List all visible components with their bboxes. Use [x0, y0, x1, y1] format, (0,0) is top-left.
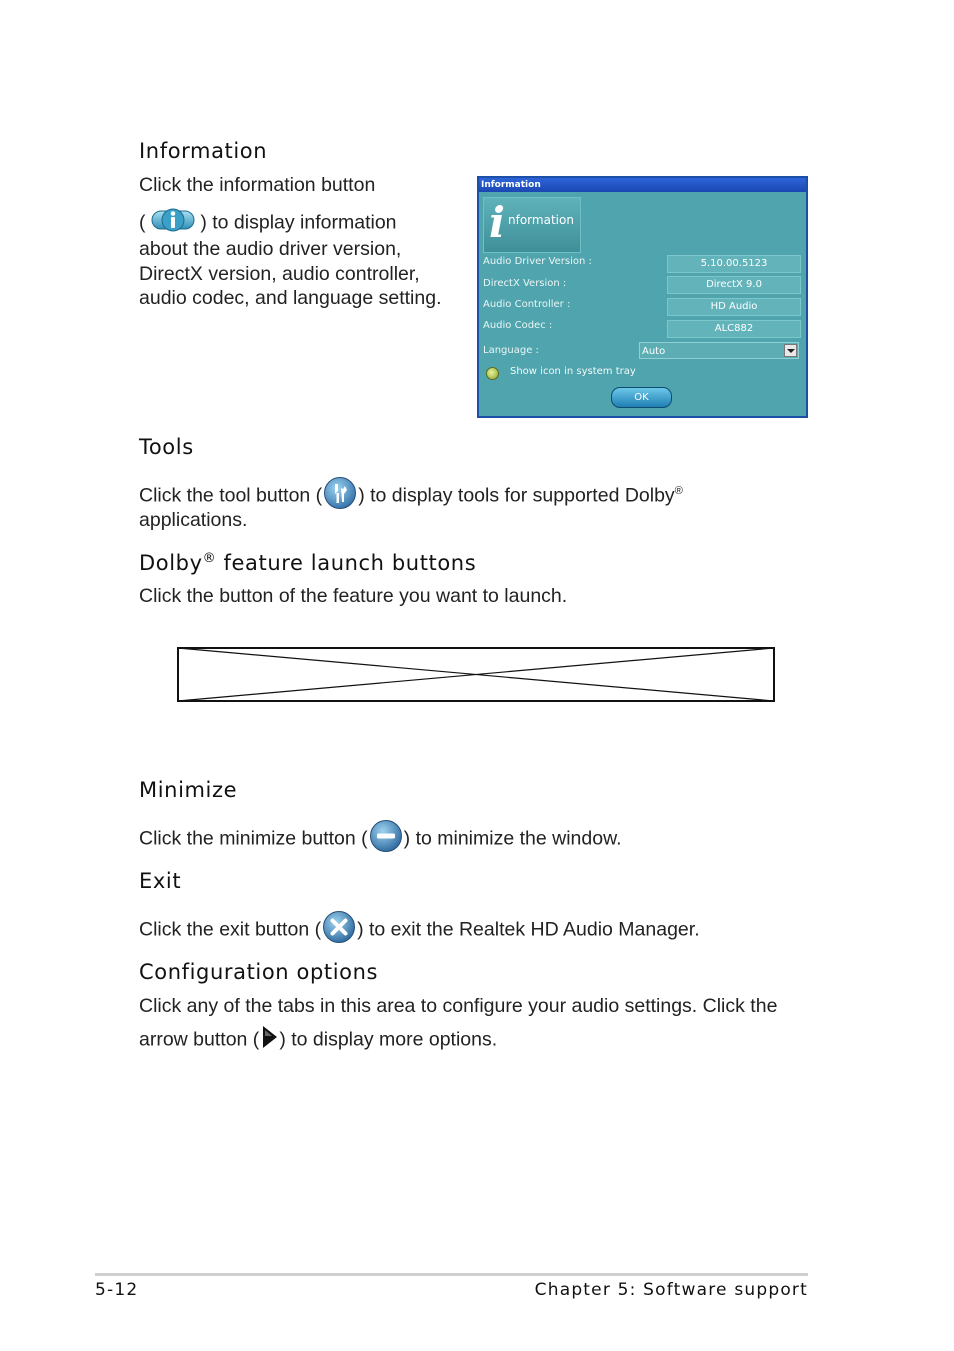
information-heading: Information: [139, 139, 268, 163]
image-placeholder: [177, 647, 775, 707]
exit-text: [139, 910, 700, 951]
exit-text-after: ) to exit the Realtek HD Audio Manager.: [357, 918, 700, 941]
directx-value: DirectX 9.0: [667, 276, 801, 294]
exit-text-before: Click the exit button (: [139, 918, 322, 941]
information-text-3: about the audio driver version,: [139, 238, 402, 260]
dolby-text: Click the button of the feature you want to launch.: [139, 585, 568, 607]
ok-button[interactable]: OK: [611, 387, 672, 408]
language-label: Language :: [483, 345, 539, 356]
information-dialog: [477, 176, 808, 418]
tools-text-before: Click the tool button (: [139, 484, 323, 507]
audio-driver-label: Audio Driver Version :: [483, 256, 592, 267]
audio-controller-label: Audio Controller :: [483, 299, 571, 310]
logo-i: i: [489, 198, 505, 247]
minimize-text-before: Click the minimize button (: [139, 827, 368, 850]
exit-heading: Exit: [139, 869, 182, 893]
language-value: Auto: [642, 346, 666, 357]
audio-driver-value: 5.10.00.5123: [667, 255, 801, 273]
tools-heading: Tools: [139, 435, 194, 459]
config-text-1: Click any of the tabs in this area to configure your audio settings. Click the: [139, 995, 778, 1017]
audio-codec-label: Audio Codec :: [483, 320, 553, 331]
minimize-text: [139, 819, 622, 860]
chapter-title: Chapter 5: Software support: [534, 1280, 808, 1300]
audio-controller-value: HD Audio: [667, 298, 801, 316]
information-text-4: DirectX version, audio controller,: [139, 263, 420, 285]
information-text-1: Click the information button: [139, 174, 376, 196]
page-number: 5-12: [95, 1280, 139, 1300]
information-paren-open: (: [139, 211, 151, 234]
tool-button-icon: [322, 476, 358, 517]
directx-label: DirectX Version :: [483, 278, 567, 289]
tools-text-2: applications.: [139, 509, 248, 531]
dolby-heading-reg: ®: [202, 551, 217, 566]
chevron-down-icon[interactable]: [784, 344, 797, 357]
information-text-2: [139, 206, 397, 241]
config-text-before: arrow button (: [139, 1028, 260, 1051]
minimize-heading: Minimize: [139, 778, 238, 802]
dolby-heading-b: feature launch buttons: [216, 551, 477, 575]
config-heading: Configuration options: [139, 960, 379, 984]
tools-text-after: ) to display tools for supported Dolby: [358, 484, 675, 507]
footer-rule: [95, 1273, 808, 1276]
information-paren-close: ) to display information: [194, 211, 397, 234]
show-tray-label: Show icon in system tray: [510, 366, 636, 377]
exit-button-icon: [321, 910, 357, 951]
information-text-5: audio codec, and language setting.: [139, 287, 442, 309]
show-tray-radio[interactable]: [486, 367, 499, 380]
arrow-button-icon: [259, 1024, 279, 1057]
logo-text: nformation: [508, 213, 574, 227]
minimize-text-after: ) to minimize the window.: [403, 827, 622, 850]
information-logo: [483, 197, 581, 253]
minimize-button-icon: [368, 819, 404, 860]
dolby-heading: [139, 551, 476, 575]
dialog-title: Information: [479, 178, 806, 192]
info-button-icon: [151, 206, 195, 241]
audio-codec-value: ALC882: [667, 320, 801, 338]
registered-mark: ®: [674, 485, 683, 498]
dolby-heading-a: Dolby: [139, 551, 203, 575]
config-text-after: ) to display more options.: [279, 1028, 498, 1051]
config-text-2: [139, 1024, 497, 1057]
language-select[interactable]: [639, 342, 799, 359]
